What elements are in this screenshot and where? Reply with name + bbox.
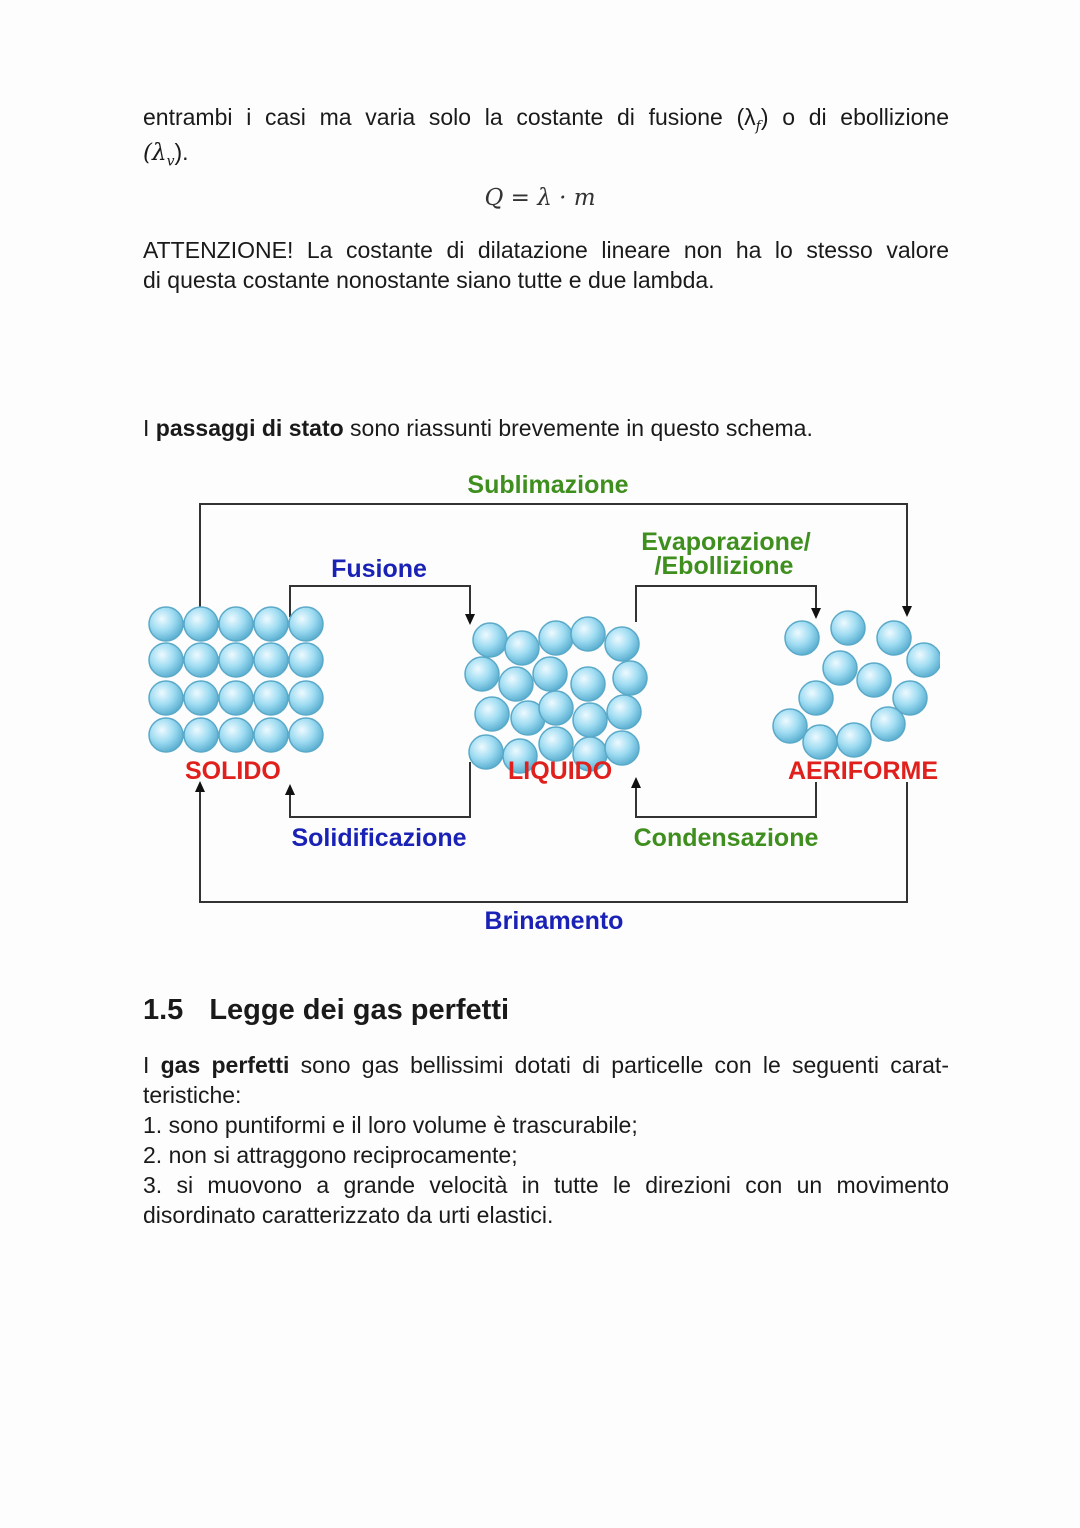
particle	[149, 718, 183, 752]
particle	[149, 643, 183, 677]
subscript-v: v	[166, 153, 175, 170]
gas-item-2: 2. non si attraggono reciprocamente;	[143, 1142, 518, 1168]
particle	[571, 617, 605, 651]
particle	[219, 681, 253, 715]
particle	[613, 661, 647, 695]
intro-text-b: ) o di ebollizione	[760, 104, 949, 130]
evaporazione-line	[636, 586, 816, 622]
particle	[907, 643, 940, 677]
gas-intro-line-1	[143, 1050, 949, 1080]
particle	[149, 607, 183, 641]
particle	[254, 643, 288, 677]
intro-line-1	[143, 102, 949, 142]
particle	[184, 607, 218, 641]
arrowhead-sublimazione	[902, 606, 912, 617]
states-of-matter-diagram	[140, 462, 940, 942]
particle	[184, 643, 218, 677]
particle	[254, 718, 288, 752]
label-sublimazione: Sublimazione	[467, 471, 629, 499]
particle	[539, 691, 573, 725]
section-title: Legge dei gas perfetti	[209, 994, 510, 1026]
particle	[149, 681, 183, 715]
passaggi-bold: passaggi di stato	[155, 415, 344, 441]
gas-item-3: 3. si muovono a grande velocità in tutte le direzioni con un movimento	[143, 1172, 949, 1198]
passaggi-sentence	[143, 413, 949, 443]
particle	[254, 607, 288, 641]
particle	[219, 718, 253, 752]
particle	[785, 621, 819, 655]
arrowhead-evaporazione	[811, 608, 821, 619]
particle	[219, 643, 253, 677]
gas-particles	[773, 611, 940, 759]
particle	[605, 627, 639, 661]
solidificazione-line	[290, 762, 470, 817]
attention-line-1: ATTENZIONE! La costante di dilatazione lineare non ha lo stesso valore	[143, 237, 949, 263]
particle	[773, 709, 807, 743]
arrowhead-fusione	[465, 614, 475, 625]
gas-intro-line-2: teristiche:	[143, 1082, 242, 1108]
particle	[803, 725, 837, 759]
gas-item-3-continued: disordinato caratterizzato da urti elastici.	[143, 1202, 554, 1228]
passaggi-prefix: I	[143, 415, 156, 441]
solid-particles	[149, 607, 323, 752]
particle	[465, 657, 499, 691]
particle	[505, 631, 539, 665]
particle	[837, 723, 871, 757]
particle	[539, 727, 573, 761]
particle	[473, 623, 507, 657]
formula: Q = λ · m	[484, 185, 596, 211]
label-solido: SOLIDO	[185, 757, 281, 785]
label-evaporazione-1: Evaporazione/	[641, 528, 811, 556]
particle	[289, 643, 323, 677]
particle	[289, 607, 323, 641]
subscript-f: f	[755, 118, 761, 135]
particle	[254, 681, 288, 715]
gas-item-1: 1. sono puntiformi e il loro volume è trascurabile;	[143, 1112, 638, 1138]
particle	[475, 697, 509, 731]
label-fusione: Fusione	[331, 555, 427, 583]
particle	[877, 621, 911, 655]
label-solidificazione: Solidificazione	[291, 824, 467, 852]
label-liquido: LIQUIDO	[508, 757, 613, 785]
label-brinamento: Brinamento	[484, 907, 624, 935]
particle	[857, 663, 891, 697]
particle	[289, 681, 323, 715]
particle	[289, 718, 323, 752]
particle	[799, 681, 833, 715]
particle	[539, 621, 573, 655]
label-condensazione: Condensazione	[633, 824, 819, 852]
particle	[499, 667, 533, 701]
intro-line-2	[143, 137, 949, 177]
passaggi-suffix: sono riassunti brevemente in questo schema.	[343, 415, 813, 441]
liquid-particles	[465, 617, 647, 773]
label-evaporazione-2: /Ebollizione	[654, 552, 794, 580]
lambda-v-close: ).	[174, 139, 189, 165]
particle	[469, 735, 503, 769]
intro-text: entrambi i casi ma varia solo la costante di fusione (λ	[143, 104, 756, 130]
gas-intro-rest: sono gas bellissimi dotati di particelle con le seguenti carat-	[289, 1052, 949, 1078]
particle	[184, 681, 218, 715]
particle	[219, 607, 253, 641]
arrowhead-condensazione	[631, 777, 641, 788]
gas-intro-prefix: I	[143, 1052, 161, 1078]
particle	[533, 657, 567, 691]
gas-intro-bold: gas perfetti	[160, 1052, 290, 1078]
particle	[823, 651, 857, 685]
label-aeriforme: AERIFORME	[788, 757, 938, 785]
particle	[871, 707, 905, 741]
particle	[571, 667, 605, 701]
particle	[184, 718, 218, 752]
lambda-v-open: (λ	[143, 140, 167, 166]
particle	[607, 695, 641, 729]
section-heading	[143, 994, 509, 1027]
attention-line-2: di questa costante nonostante siano tutte e due lambda.	[143, 267, 715, 293]
arrowhead-solidificazione	[285, 784, 295, 795]
sublimazione-line	[200, 504, 907, 610]
diagram-svg	[140, 462, 940, 942]
particle	[831, 611, 865, 645]
particle	[573, 703, 607, 737]
condensazione-line	[636, 780, 816, 817]
section-number: 1.5	[143, 994, 184, 1026]
